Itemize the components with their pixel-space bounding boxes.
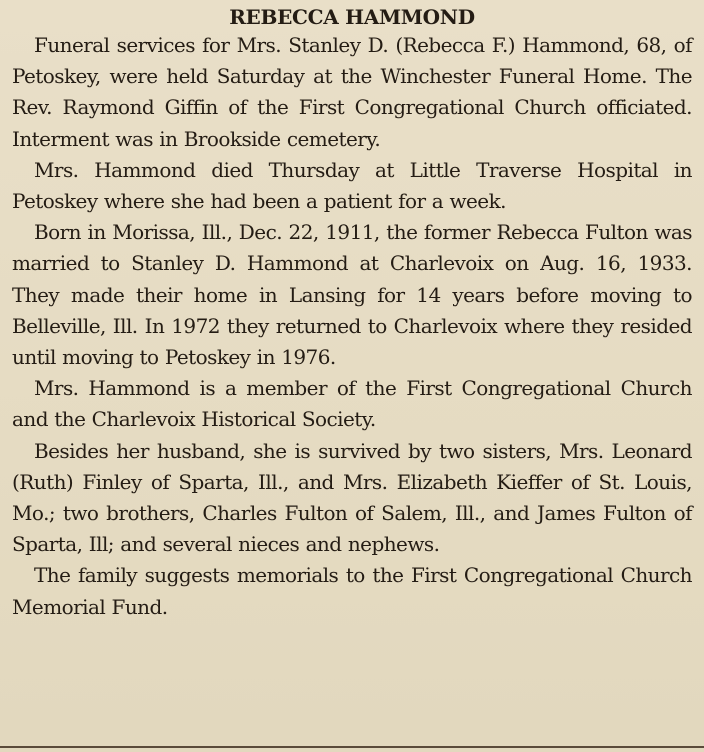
obituary-headline: REBECCA HAMMOND <box>229 5 475 29</box>
paragraph-death: Mrs. Hammond died Thursday at Little Traverse Hospital in Petoskey where she had been a patient for a week. <box>12 157 692 214</box>
paragraph-biography: Born in Morissa, Ill., Dec. 22, 1911, the former Rebecca Fulton was married to Stanley D. Hammond at Charlevoix on Aug. 16, 1933. They made their home in Lansing for 14 years before moving to Belleville, Ill. In 1972 they returned to Charlevoix where they resided until moving to Petoskey in 1976. <box>12 220 692 370</box>
obituary-body <box>12 30 692 623</box>
paragraph-membership: Mrs. Hammond is a member of the First Congregational Church and the Charlevoix Historical Society. <box>12 376 692 432</box>
paragraph-memorials: The family suggests memorials to the First Congregational Church Memorial Fund. <box>12 563 692 619</box>
paragraph-funeral-services: Funeral services for Mrs. Stanley D. (Rebecca F.) Hammond, 68, of Petoskey, were held Saturday at the Winchester Funeral Home. The Rev. Raymond Giffin of the First Congregational Church officiated. Interment was in Brookside cemetery. <box>12 33 692 151</box>
paragraph-survivors: Besides her husband, she is survived by two sisters, Mrs. Leonard (Ruth) Finley of Sparta, Ill., and Mrs. Elizabeth Kieffer of St. Louis, Mo.; two brothers, Charles Fulton of Salem, Ill., and James Fulton of Sparta, Ill; and several nieces and nephews. <box>12 438 692 557</box>
bottom-rule <box>0 746 704 748</box>
